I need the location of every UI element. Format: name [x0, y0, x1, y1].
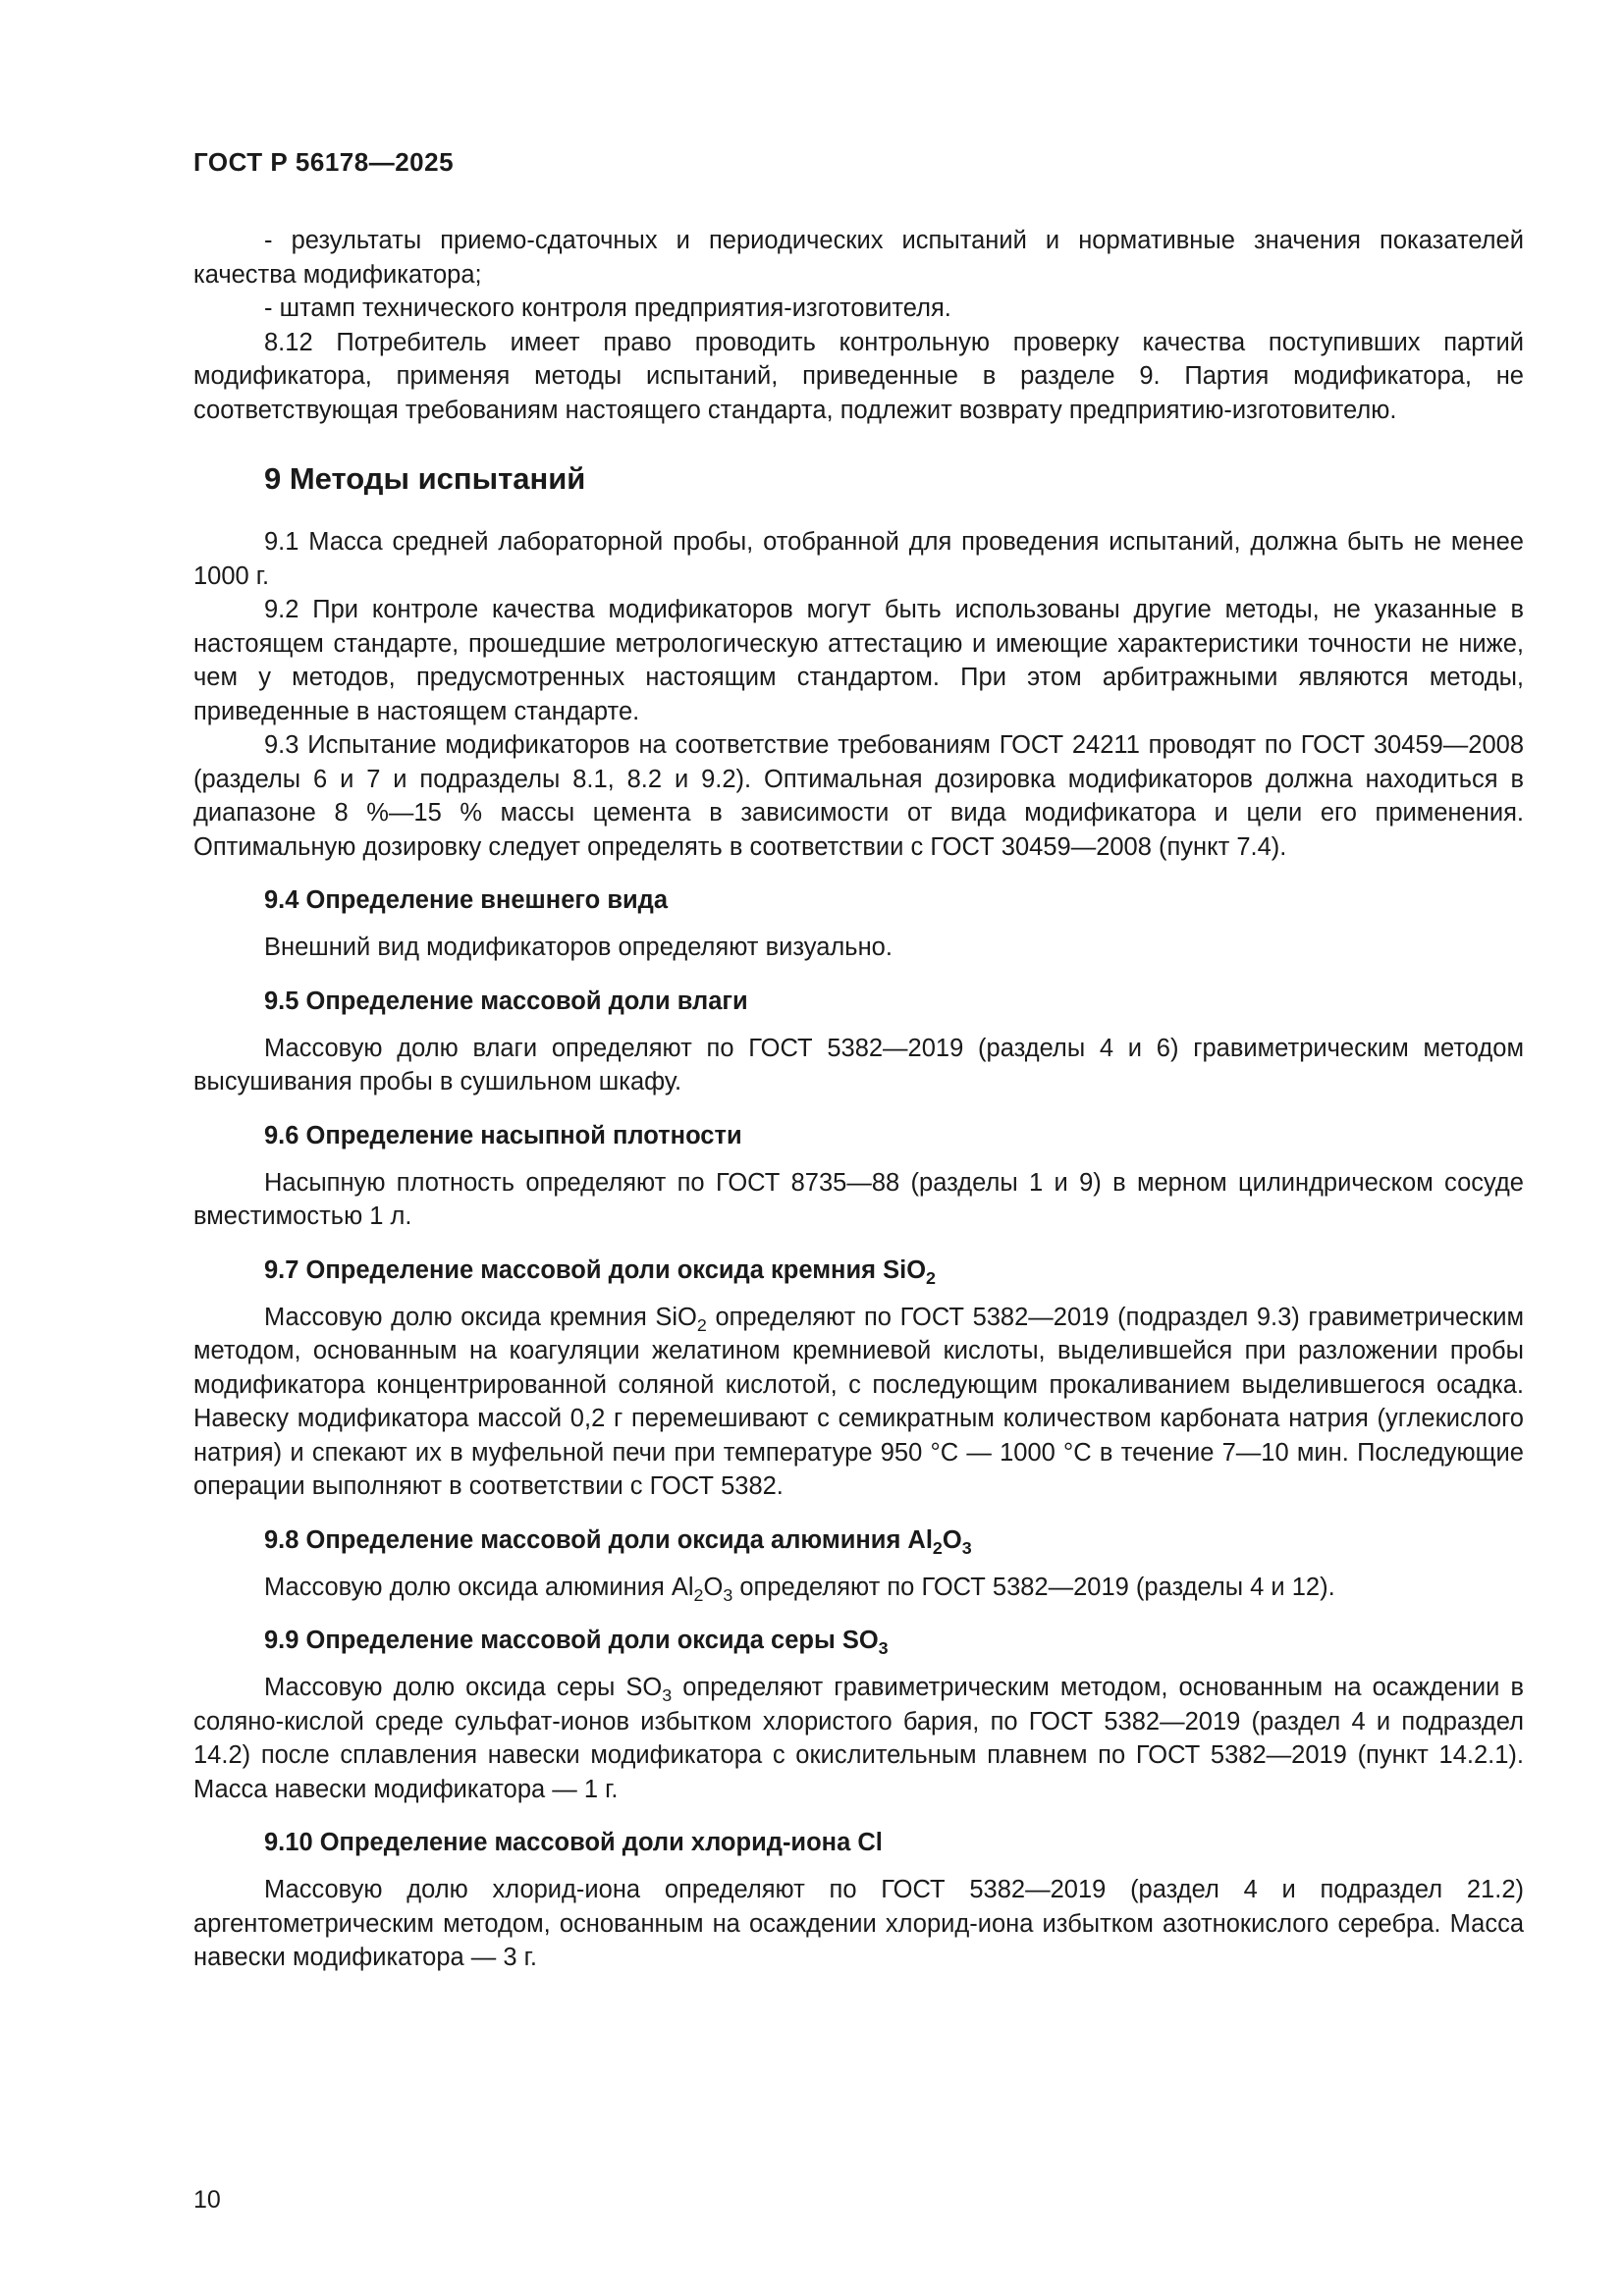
- clause-9-9-heading: 9.9 Определение массовой доли оксида серы $SO_3$: [264, 1627, 889, 1658]
- clause-9-6-heading: 9.6 Определение насыпной плотности: [264, 1121, 742, 1149]
- clause-9-7-text: Массовую долю оксида кремния SiO$_2$ определяют по ГОСТ 5382—2019 (подраздел 9.3) гравиметрическим методом, основанным на коагуляции желатином кремниевой кислоты, выделившейся при разложении пробы модификатора концентрированной соляной кислотой, с последующим прокаливанием выделившегося осадка. Навеску модификатора массой 0,2 г перемешивают с семикратным количеством карбоната натрия (углекислого натрия) и спекают их в муфельной печи при температуре 950 °С — 1000 °С в течение 7—10 мин. Последующие операции выполняют в соответствии с ГОСТ 5382.: [193, 1303, 1524, 1500]
- clause-9-4-heading: 9.4 Определение внешнего вида: [264, 886, 669, 914]
- clause-9-3: 9.3 Испытание модификаторов на соответствие требованиям ГОСТ 24211 проводят по ГОСТ 30459—2008 (разделы 6 и 7 и подразделы 8.1, 8.2 и 9.2). Оптимальная дозировка модификаторов должна находиться в диапазоне 8 %—15 % массы цемента в зависимости от вида модификатора и цели его применения. Оптимальную дозировку следует определять в соответствии с ГОСТ 30459—2008 (пункт 7.4).: [193, 731, 1524, 861]
- clause-9-8-heading: 9.8 Определение массовой доли оксида алюминия $Al_2O_3$: [264, 1525, 972, 1558]
- clause-9-1: 9.1 Масса средней лабораторной пробы, отобранной для проведения испытаний, должна быть не менее 1000 г.: [193, 528, 1524, 590]
- clause-9-9-text: Массовую долю оксида серы $SO_3$ определяют гравиметрическим методом, основанным на осаждении в соляно-кислой среде сульфат-ионов избытком хлористого бария, по ГОСТ 5382—2019 (раздел 4 и подраздел 14.2) после сплавления навески модификатора с окислительным плавнем по ГОСТ 5382—2019 (пункт 14.2.1). Масса навески модификатора — 1 г.: [193, 1674, 1524, 1803]
- clause-9-8-text: Массовую долю оксида алюминия $Al_2O_3$ определяют по ГОСТ 5382—2019 (разделы 4 и 12).: [264, 1573, 1335, 1605]
- clause-9-4-text: Внешний вид модификаторов определяют визуально.: [264, 934, 893, 961]
- clause-8-12: 8.12 Потребитель имеет право проводить контрольную проверку качества поступивших партий модификатора, применяя методы испытаний, приведенные в разделе 9. Партия модификатора, не соответствующая требованиям настоящего стандарта, подлежит возврату предприятию-изготовителю.: [193, 328, 1524, 424]
- section-9-heading: 9 Методы испытаний: [264, 461, 586, 496]
- clause-9-10-text: Массовую долю хлорид-иона определяют по ГОСТ 5382—2019 (раздел 4 и подраздел 21.2) аргентометрическим методом, основанным на осаждении хлорид-иона избытком азотнокислого серебра. Масса навески модификатора — 3 г.: [193, 1876, 1524, 1971]
- intro-list-item-1: - результаты приемо-сдаточных и периодических испытаний и нормативные значения показателей качества модификатора;: [193, 227, 1524, 289]
- clause-9-7-heading: 9.7 Определение массовой доли оксида кремния SiO$_2$: [264, 1255, 936, 1288]
- clause-9-2: 9.2 При контроле качества модификаторов могут быть использованы другие методы, не указанные в настоящем стандарте, прошедшие метрологическую аттестацию и имеющие характеристики точности не ниже, чем у методов, предусмотренных настоящим стандартом. При этом арбитражными являются методы, приведенные в настоящем стандарте.: [193, 596, 1524, 725]
- document-header: ГОСТ Р 56178—2025: [193, 147, 455, 177]
- clause-9-5-text: Массовую долю влаги определяют по ГОСТ 5382—2019 (разделы 4 и 6) гравиметрическим методом высушивания пробы в сушильном шкафу.: [193, 1034, 1524, 1095]
- intro-list-item-2: - штамп технического контроля предприятия-изготовителя.: [264, 294, 951, 322]
- clause-9-6-text: Насыпную плотность определяют по ГОСТ 8735—88 (разделы 1 и 9) в мерном цилиндрическом сосуде вместимостью 1 л.: [193, 1168, 1524, 1230]
- page-number: 10: [193, 2186, 221, 2214]
- clause-9-10-heading: 9.10 Определение массовой доли хлорид-иона Cl: [264, 1829, 883, 1856]
- document-body: [193, 224, 1524, 1975]
- clause-9-5-heading: 9.5 Определение массовой доли влаги: [264, 987, 748, 1015]
